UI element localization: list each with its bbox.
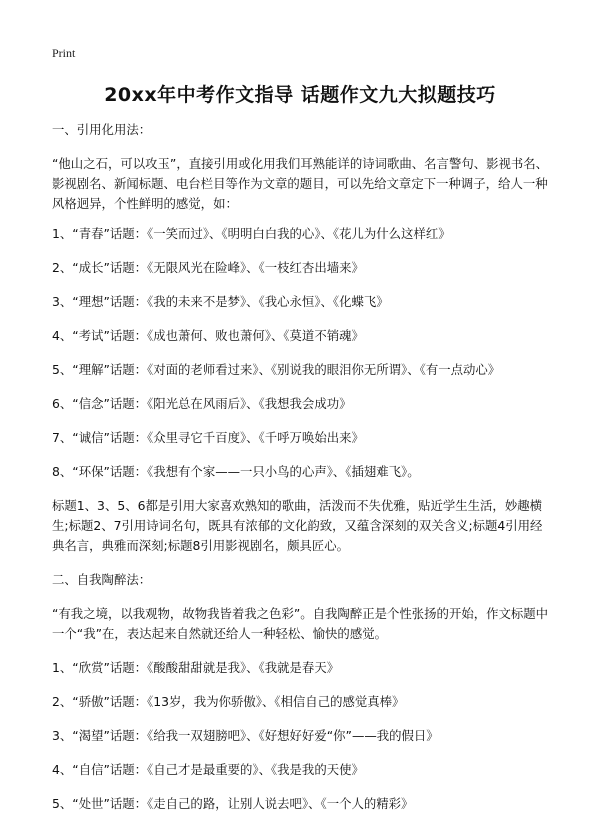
- section-heading-1: 一、引用化用法：: [52, 122, 152, 137]
- list-item: 5、“理解”话题：《对面的老师看过来》、《别说我的眼泪你无所谓》、《有一点动心》: [52, 362, 501, 377]
- print-link[interactable]: Print: [52, 46, 76, 60]
- list-item: 3、“渴望”话题：《给我一双翅膀吧》、《好想好好爱“你”——我的假日》: [52, 728, 439, 743]
- list-item: 4、“考试”话题：《成也萧何、败也萧何》、《莫道不销魂》: [52, 328, 364, 343]
- section-intro-1: “他山之石，可以攻玉”，直接引用或化用我们耳熟能详的诗词歌曲、名言警句、影视书名、影视剧名、新闻标题、电台栏目等作为文章的题目，可以先给文章定下一种调子，给人一种风格迥异，个性鲜明的感觉，如：: [52, 156, 549, 211]
- list-item: 7、“诚信”话题：《众里寻它千百度》、《千呼万唤始出来》: [52, 430, 364, 445]
- list-item: 4、“自信”话题：《自己才是最重要的》、《我是我的天使》: [52, 762, 364, 777]
- list-item: 6、“信念”话题：《阳光总在风雨后》、《我想我会成功》: [52, 396, 352, 411]
- list-item: 1、“青春”话题：《一笑而过》、《明明白白我的心》、《花儿为什么这样红》: [52, 226, 451, 241]
- section-intro-2: “有我之境，以我观物，故物我皆着我之色彩”。自我陶醉正是个性张扬的开始，作文标题中一个“我”在，表达起来自然就还给人一种轻松、愉快的感觉。: [52, 606, 549, 641]
- page-title: 20xx年中考作文指导 话题作文九大拟题技巧: [104, 84, 496, 106]
- list-item: 5、“处世”话题：《走自己的路，让别人说去吧》、《一个人的精彩》: [52, 796, 414, 811]
- list-item: 1、“欣赏”话题：《酸酸甜甜就是我》、《我就是春天》: [52, 660, 340, 675]
- section-heading-2: 二、自我陶醉法：: [52, 572, 152, 587]
- list-item: 3、“理想”话题：《我的未来不是梦》、《我心永恒》、《化蝶飞》: [52, 294, 389, 309]
- section-summary-1: 标题1、3、5、6都是引用大家喜欢熟知的歌曲，活泼而不失优雅，贴近学生生活，妙趣横生;标题2、7引用诗词名句，既具有浓郁的文化韵致，又蕴含深刻的双关含义;标题4引用经典名言，典雅而深刻;标题8引用影视剧名，颇具匠心。: [52, 498, 543, 553]
- list-item: 2、“骄傲”话题：《13岁，我为你骄傲》、《相信自己的感觉真棒》: [52, 694, 405, 709]
- article-body: [52, 120, 552, 814]
- list-item: 2、“成长”话题：《无限风光在险峰》、《一枝红杏出墙来》: [52, 260, 364, 275]
- list-item: 8、“环保”话题：《我想有个家——一只小鸟的心声》、《插翅难飞》。: [52, 464, 420, 479]
